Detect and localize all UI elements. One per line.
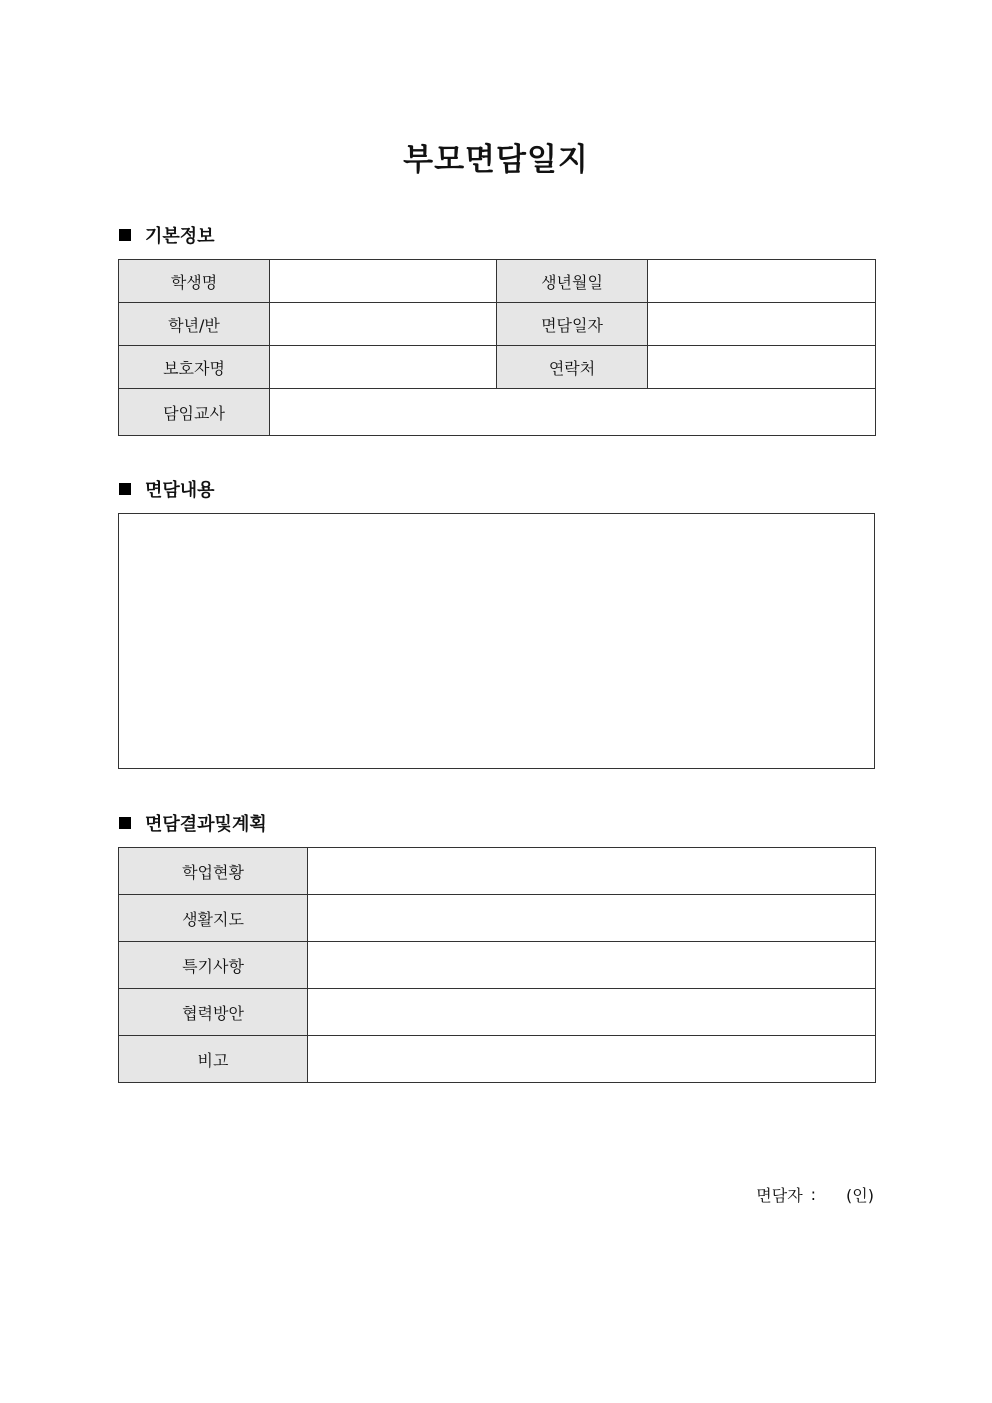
interview-date-field[interactable] bbox=[648, 303, 876, 346]
guardian-name-label: 보호자명 bbox=[119, 346, 270, 389]
special-notes-field[interactable] bbox=[308, 942, 876, 989]
life-guidance-label: 생활지도 bbox=[119, 895, 308, 942]
homeroom-teacher-label: 담임교사 bbox=[119, 389, 270, 436]
contact-field[interactable] bbox=[648, 346, 876, 389]
cooperation-plan-field[interactable] bbox=[308, 989, 876, 1036]
basic-info-table bbox=[118, 259, 876, 436]
section-heading-results-plan bbox=[119, 811, 267, 835]
academic-status-field[interactable] bbox=[308, 848, 876, 895]
academic-status-label: 학업현황 bbox=[119, 848, 308, 895]
homeroom-teacher-field[interactable] bbox=[270, 389, 876, 436]
square-bullet-icon bbox=[119, 817, 131, 829]
section-heading-label: 면담결과및계획 bbox=[145, 814, 267, 835]
table-row bbox=[119, 1036, 876, 1083]
student-name-label: 학생명 bbox=[119, 260, 270, 303]
special-notes-label: 특기사항 bbox=[119, 942, 308, 989]
section-heading-label: 면담내용 bbox=[145, 480, 215, 501]
table-row bbox=[119, 989, 876, 1036]
section-heading-basic-info bbox=[119, 223, 215, 247]
signature-separator: : bbox=[810, 1185, 817, 1204]
square-bullet-icon bbox=[119, 229, 131, 241]
birth-date-label: 생년월일 bbox=[497, 260, 648, 303]
seal-mark: (인) bbox=[846, 1186, 874, 1205]
table-row bbox=[119, 942, 876, 989]
table-row bbox=[119, 848, 876, 895]
remarks-field[interactable] bbox=[308, 1036, 876, 1083]
table-row bbox=[119, 303, 876, 346]
grade-class-field[interactable] bbox=[270, 303, 497, 346]
remarks-label: 비고 bbox=[119, 1036, 308, 1083]
interview-content-box[interactable] bbox=[118, 513, 875, 769]
grade-class-label: 학년/반 bbox=[119, 303, 270, 346]
contact-label: 연락처 bbox=[497, 346, 648, 389]
table-row bbox=[119, 895, 876, 942]
square-bullet-icon bbox=[119, 483, 131, 495]
table-row bbox=[119, 389, 876, 436]
interview-date-label: 면담일자 bbox=[497, 303, 648, 346]
birth-date-field[interactable] bbox=[648, 260, 876, 303]
results-plan-table bbox=[118, 847, 876, 1083]
interviewer-label: 면담자 bbox=[756, 1186, 803, 1205]
table-row bbox=[119, 260, 876, 303]
cooperation-plan-label: 협력방안 bbox=[119, 989, 308, 1036]
section-heading-label: 기본정보 bbox=[145, 226, 215, 247]
table-row bbox=[119, 346, 876, 389]
guardian-name-field[interactable] bbox=[270, 346, 497, 389]
section-heading-interview-content bbox=[119, 477, 215, 501]
page-title: 부모면담일지 bbox=[403, 142, 589, 178]
signature-line bbox=[756, 1183, 874, 1206]
student-name-field[interactable] bbox=[270, 260, 497, 303]
life-guidance-field[interactable] bbox=[308, 895, 876, 942]
